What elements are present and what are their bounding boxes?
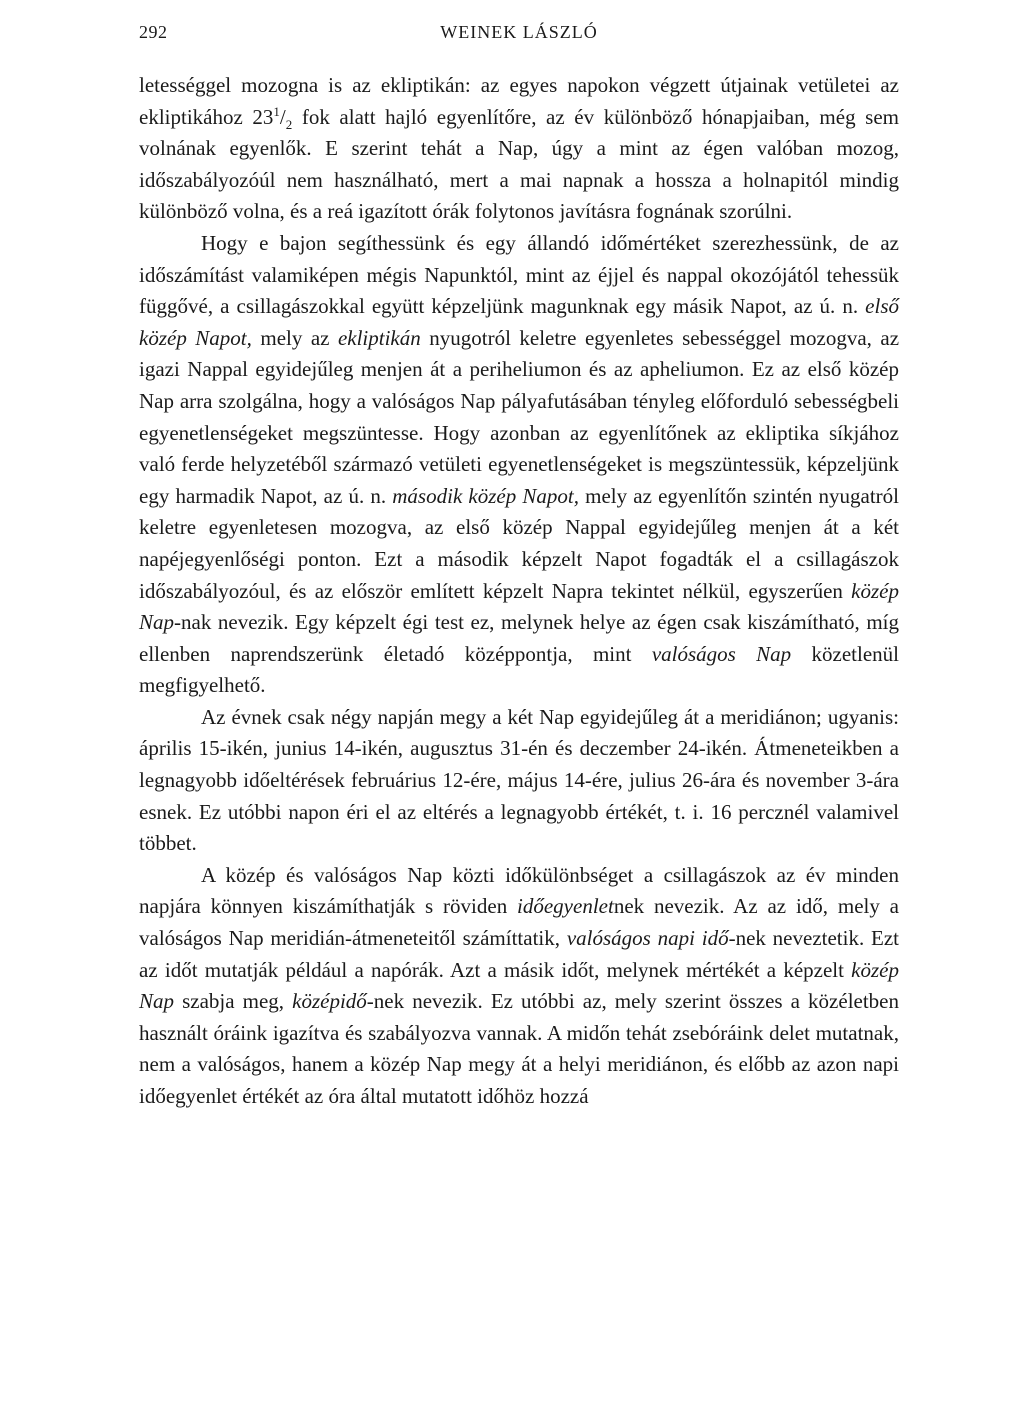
text-run: -nek nevezik. Ez utóbbi az, mely szerint összes a közéletben használt óráink igazítva és szabályozva vannak. A midőn tehát zsebóráink delet mutatnak, nem a valóságos, hanem a közép Nap megy át a helyi meridiánon, és előbb az azon napi időegyenlet értékét az óra által mutatott időhöz hozzá bbox=[139, 989, 900, 1108]
text-run: közetlenül megfigyelhető. bbox=[139, 641, 899, 698]
italic-text: valóságos napi idő bbox=[566, 926, 729, 951]
paragraph bbox=[139, 228, 899, 702]
italic-text: második közép Napot, bbox=[392, 483, 579, 508]
text-run: mely az egyenlítőn szintén nyugatról keletre egyenletesen mozogva, az első közép Nappal egyidejűleg menjen át a két napéjegyenlőségi ponton. Ezt a második képzelt Napot fogadták el a csillagászok időszabályozóul, és az először említett képzelt Napra tekintet nélkül, egyszerűen bbox=[139, 483, 899, 603]
italic-text: első közép Napot, bbox=[139, 294, 899, 350]
text-run: szabja meg, bbox=[174, 989, 293, 1014]
italic-text: középidő bbox=[292, 989, 367, 1014]
text-run: Az évnek csak négy napján megy a két Nap egyidejűleg át a meridiánon; ugyanis: április 15-ikén, junius 14-ikén, augusztus 31-én és deczember 24-ikén. Átmeneteikben a legnagyobb időeltérések februárius 12-ére, május 14-ére, julius 26-ára és november 3-ára esnek. Ez utóbbi napon éri el az eltérés a legnagyobb értékét, t. i. 16 percznél valamivel többet. bbox=[139, 704, 899, 856]
paragraph bbox=[139, 70, 899, 228]
text-run: letességgel mozogna is az ekliptikán: az egyes napokon végzett útjainak vetületei az ekliptikához 23 bbox=[139, 73, 899, 129]
italic-text: valóságos Nap bbox=[651, 641, 792, 666]
text-run: fok alatt hajló egyenlítőre, az év különböző hónapjaiban, még sem volnának egyenlők. E szerint tehát a Nap, úgy a mint az égen valóban mozog, időszabályozóúl nem használható, mert a mai napnak a hossza a holnapitól mindig különböző volna, és a reá igazított órák folytonos javításra fognának szorúlni. bbox=[139, 104, 899, 224]
text-run: A közép és valóságos Nap közti időkülönbséget a csillagászok az év minden napjára könnyen kiszámíthatják s röviden bbox=[139, 862, 899, 919]
italic-text: közép Nap bbox=[139, 957, 899, 1014]
text-run: / bbox=[279, 104, 286, 129]
italic-text: közép Nap bbox=[139, 578, 899, 635]
italic-text: ekliptikán bbox=[337, 325, 421, 350]
text-run: -nak nevezik. Egy képzelt égi test ez, melynek helye az égen csak kiszámítható, míg ellenben naprendszerünk életadó középpontja, mint bbox=[139, 610, 899, 666]
book-page bbox=[139, 22, 899, 1113]
fraction-part: 1 bbox=[273, 103, 280, 119]
text-run: nyugotról keletre egyenletes sebességgel mozogva, az igazi Nappal egyidejűleg menjen át a periheliumon és az apheliumon. Ez az első közép Nap arra szolgálna, hogy a valóságos Nap pályafutásában tényleg előforduló sebességbeli egyenetlenségeket megszüntesse. Hogy azonban az egyenlítőnek az ekliptika síkjához való ferde helyzetéből származó vetületi egyenetlenségeket is megszüntessük, képzeljünk egy harmadik Napot, az ú. n. bbox=[139, 325, 900, 508]
text-run: -nek neveztetik. Ezt az időt mutatják például a napórák. Azt a másik időt, melynek mértékét a képzelt bbox=[139, 926, 900, 982]
italic-text: időegyenlet bbox=[517, 894, 614, 919]
text-run: mely az bbox=[251, 325, 338, 350]
paragraph bbox=[139, 860, 899, 1113]
text-run: nek nevezik. Az az idő, mely a valóságos Nap meridián-átmeneteitől számíttatik, bbox=[139, 894, 899, 951]
page-header bbox=[139, 22, 899, 52]
page-number: 292 bbox=[139, 22, 168, 42]
fraction-part: 2 bbox=[285, 116, 293, 132]
running-head: WEINEK LÁSZLÓ bbox=[440, 22, 598, 42]
body-text bbox=[139, 70, 899, 1113]
text-run: Hogy e bajon segíthessünk és egy állandó időmértéket szerezhessünk, de az időszámítást valamiképen mégis Napunktól, mint az éjjel és nappal okozójától tehessük függővé, a csillagászokkal együtt képzeljünk magunknak egy másik Napot, az ú. n. bbox=[139, 230, 899, 319]
paragraph bbox=[139, 702, 899, 860]
